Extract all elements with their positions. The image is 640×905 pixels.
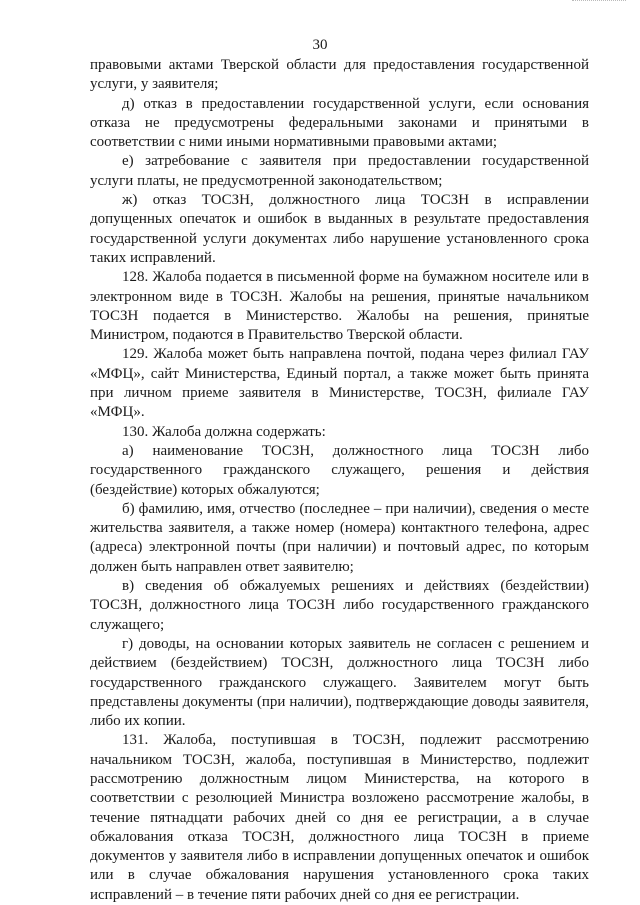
paragraph-128: 128. Жалоба подается в письменной форме на бумажном носителе или в электронном виде в ТОСЗН. Жалобы на решения, принятые начальником ТОСЗН подается в Министерство. Жалобы на решения, принятые Министром, подаются в Правительство Тверской области.	[90, 269, 589, 344]
paragraph-130: 130. Жалоба должна содержать:	[122, 423, 326, 440]
paragraph-130-v: в) сведения об обжалуемых решениях и действиях (бездействии) ТОСЗН, должностного лица ТОСЗН либо государственного гражданского служащего;	[90, 578, 589, 633]
paragraph-item-e: е) затребование с заявителя при предоставлении государственной услуги платы, не предусмотренной законодательством;	[90, 153, 589, 189]
paragraph-129: 129. Жалоба может быть направлена почтой, подана через филиал ГАУ «МФЦ», сайт Министерства, Единый портал, а также может быть принята при личном приеме заявителя в Министерстве, ТОСЗН, филиале ГАУ «МФЦ».	[90, 346, 589, 421]
paragraph-131: 131. Жалоба, поступившая в ТОСЗН, подлежит рассмотрению начальником ТОСЗН, жалоба, поступившая в Министерство, подлежит рассмотрению должностным лицом Министерства, на которого в соответствии с резолюцией Министра возложено рассмотрение жалобы, в течение пятнадцати рабочих дней со дня ее регистрации, а в случае обжалования отказа ТОСЗН, должностного лица ТОСЗН в приеме документов у заявителя либо в исправлении допущенных опечаток и ошибок или в случае обжалования нарушения установленного срока таких исправлений – в течение пяти рабочих дней со дня ее регистрации.	[90, 732, 589, 903]
paragraph-continuation: правовыми актами Тверской области для предоставления государственной услуги, у заявителя;	[90, 57, 589, 93]
document-body	[90, 56, 589, 905]
scan-edge-mark	[572, 0, 626, 5]
paragraph-item-d: д) отказ в предоставлении государственной услуги, если основания отказа не предусмотрены федеральными законами и принятыми в соответствии с ними иными нормативными правовыми актами;	[90, 95, 589, 151]
paragraph-130-g: г) доводы, на основании которых заявитель не согласен с решением и действием (бездействием) ТОСЗН, должностного лица ТОСЗН либо государственного гражданского служащего. Заявителем могут быть представлены документы (при наличии), подтверждающие доводы заявителя, либо их копии.	[90, 635, 589, 730]
page-number: 30	[312, 37, 328, 53]
paragraph-item-zh: ж) отказ ТОСЗН, должностного лица ТОСЗН в исправлении допущенных опечаток и ошибок в выданных в результате предоставления государственной услуги документах либо нарушение установленного срока таких исправлений.	[90, 192, 589, 266]
paragraph-130-a: а) наименование ТОСЗН, должностного лица ТОСЗН либо государственного гражданского служащего, решения и действия (бездействие) которых обжалуются;	[90, 442, 589, 498]
paragraph-130-b: б) фамилию, имя, отчество (последнее – при наличии), сведения о месте жительства заявителя, а также номер (номера) контактного телефона, адрес (адреса) электронной почты (при наличии) и почтовый адрес, по которым должен быть направлен ответ заявителю;	[90, 500, 589, 575]
